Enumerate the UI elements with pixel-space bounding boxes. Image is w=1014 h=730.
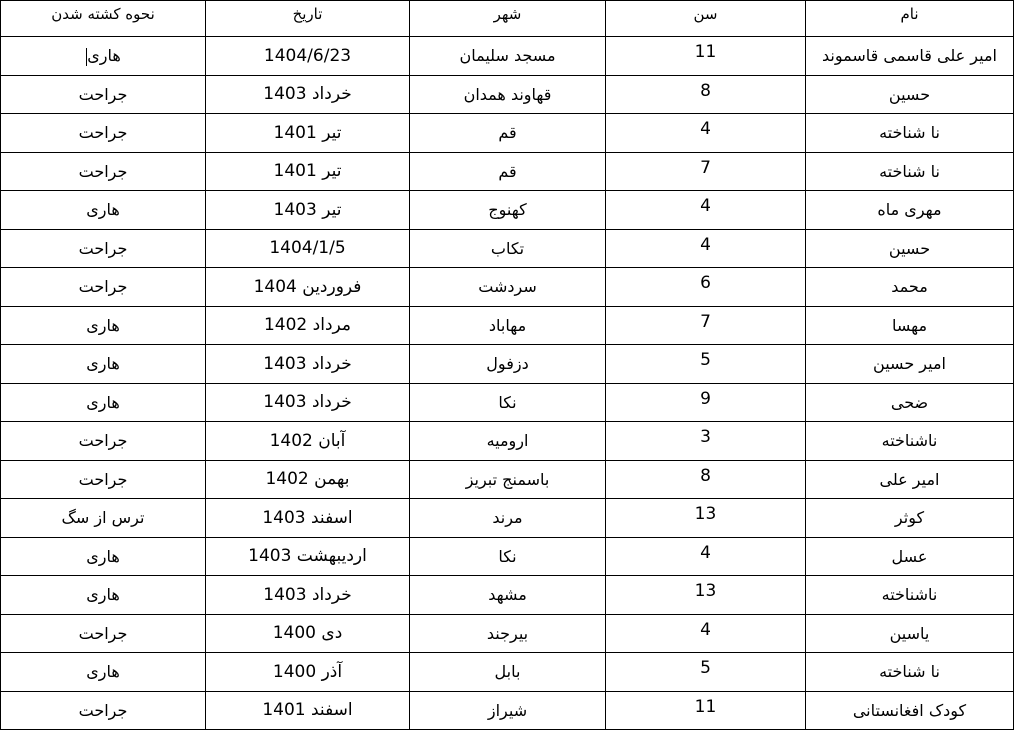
cell-city[interactable]: بیرجند (410, 614, 606, 653)
cell-city[interactable]: ارومیه (410, 422, 606, 461)
table-row (1, 114, 1014, 153)
cell-city[interactable]: قم (410, 114, 606, 153)
cell-date[interactable]: خرداد 1403 (206, 75, 410, 114)
cell-name[interactable]: نا شناخته (806, 653, 1014, 692)
cell-date[interactable]: خرداد 1403 (206, 345, 410, 384)
cell-city[interactable]: تکاب (410, 229, 606, 268)
cell-method-active[interactable] (1, 37, 206, 76)
cell-method[interactable]: جراحت (1, 614, 206, 653)
cell-date[interactable]: آذر 1400 (206, 653, 410, 692)
cell-name[interactable]: یاسین (806, 614, 1014, 653)
cell-name[interactable]: کودک افغانستانی (806, 691, 1014, 730)
cell-name[interactable]: حسین (806, 75, 1014, 114)
cell-date[interactable]: مرداد 1402 (206, 306, 410, 345)
cell-age[interactable]: 8 (606, 75, 806, 114)
table-row (1, 75, 1014, 114)
cell-city[interactable]: مسجد سلیمان (410, 37, 606, 76)
table-row (1, 345, 1014, 384)
cell-name[interactable]: عسل (806, 537, 1014, 576)
cell-method[interactable]: جراحت (1, 268, 206, 307)
cell-date[interactable]: دی 1400 (206, 614, 410, 653)
cell-city[interactable]: مهاباد (410, 306, 606, 345)
cell-date[interactable]: خرداد 1403 (206, 576, 410, 615)
cell-name[interactable]: امیر علی (806, 460, 1014, 499)
table-row (1, 460, 1014, 499)
table-row (1, 499, 1014, 538)
table-row (1, 152, 1014, 191)
cell-method[interactable]: جراحت (1, 422, 206, 461)
cell-city[interactable]: بابل (410, 653, 606, 692)
table-row (1, 691, 1014, 730)
cell-name[interactable]: ناشناخته (806, 422, 1014, 461)
cell-method[interactable]: جراحت (1, 460, 206, 499)
cell-name[interactable]: ضحی (806, 383, 1014, 422)
cell-date[interactable]: اردیبهشت 1403 (206, 537, 410, 576)
cell-method[interactable]: هاری (1, 653, 206, 692)
table-row (1, 422, 1014, 461)
cell-city[interactable]: دزفول (410, 345, 606, 384)
cell-date[interactable]: تیر 1401 (206, 152, 410, 191)
cell-age[interactable]: 11 (606, 37, 806, 76)
table-row (1, 383, 1014, 422)
cell-method[interactable]: هاری (1, 345, 206, 384)
cell-city[interactable]: مرند (410, 499, 606, 538)
cell-date[interactable]: اسفند 1401 (206, 691, 410, 730)
cell-method[interactable]: هاری (1, 191, 206, 230)
cell-date[interactable]: اسفند 1403 (206, 499, 410, 538)
cell-name[interactable]: ناشناخته (806, 576, 1014, 615)
table-row (1, 191, 1014, 230)
table-row (1, 614, 1014, 653)
table-row (1, 229, 1014, 268)
cell-method[interactable]: جراحت (1, 75, 206, 114)
cell-method[interactable]: جراحت (1, 691, 206, 730)
cell-method[interactable]: هاری (1, 306, 206, 345)
table-header-row (1, 1, 1014, 37)
cell-city[interactable]: شیراز (410, 691, 606, 730)
cell-city[interactable]: نکا (410, 383, 606, 422)
cell-date[interactable]: 1404/6/23 (206, 37, 410, 76)
cell-date[interactable]: بهمن 1402 (206, 460, 410, 499)
cell-age[interactable]: 4 (606, 614, 806, 653)
table-row (1, 306, 1014, 345)
cell-method[interactable]: جراحت (1, 114, 206, 153)
cell-name[interactable]: امیر علی قاسمی قاسموند (806, 37, 1014, 76)
cell-age[interactable]: 7 (606, 152, 806, 191)
cell-age[interactable]: 8 (606, 460, 806, 499)
header-method[interactable]: نحوه کشته شدن (1, 1, 206, 37)
cell-city[interactable]: کهنوج (410, 191, 606, 230)
header-name[interactable]: نام (806, 1, 1014, 37)
cell-age[interactable]: 4 (606, 114, 806, 153)
cell-age[interactable]: 5 (606, 345, 806, 384)
table-row (1, 268, 1014, 307)
cell-date[interactable]: 1404/1/5 (206, 229, 410, 268)
cell-city[interactable]: قم (410, 152, 606, 191)
cell-date[interactable]: تیر 1403 (206, 191, 410, 230)
cell-age[interactable]: 9 (606, 383, 806, 422)
table-row (1, 537, 1014, 576)
cell-name[interactable]: مهسا (806, 306, 1014, 345)
cell-date[interactable]: فروردین 1404 (206, 268, 410, 307)
cell-method[interactable]: جراحت (1, 229, 206, 268)
table-row (1, 653, 1014, 692)
cell-name[interactable]: نا شناخته (806, 114, 1014, 153)
cell-city[interactable]: نکا (410, 537, 606, 576)
cell-age[interactable]: 6 (606, 268, 806, 307)
cell-method[interactable]: جراحت (1, 152, 206, 191)
cell-age[interactable]: 3 (606, 422, 806, 461)
cell-age[interactable]: 4 (606, 229, 806, 268)
table-row (1, 576, 1014, 615)
cell-name[interactable]: مهری ماه (806, 191, 1014, 230)
cell-city[interactable]: مشهد (410, 576, 606, 615)
cell-date[interactable]: تیر 1401 (206, 114, 410, 153)
table-row (1, 37, 1014, 76)
cell-age[interactable]: 13 (606, 576, 806, 615)
cell-age[interactable]: 4 (606, 191, 806, 230)
cell-name[interactable]: کوثر (806, 499, 1014, 538)
cell-method[interactable]: ترس از سگ (1, 499, 206, 538)
cell-name[interactable]: نا شناخته (806, 152, 1014, 191)
cell-name[interactable]: حسین (806, 229, 1014, 268)
header-age[interactable]: سن (606, 1, 806, 37)
cell-name[interactable]: امیر حسین (806, 345, 1014, 384)
cell-age[interactable]: 7 (606, 306, 806, 345)
header-city[interactable]: شهر (410, 1, 606, 37)
cell-name[interactable]: محمد (806, 268, 1014, 307)
cell-method[interactable]: هاری (1, 576, 206, 615)
cell-city[interactable]: سردشت (410, 268, 606, 307)
header-date[interactable]: تاریخ (206, 1, 410, 37)
cell-city[interactable]: باسمنج تبریز (410, 460, 606, 499)
cell-age[interactable]: 5 (606, 653, 806, 692)
cell-age[interactable]: 13 (606, 499, 806, 538)
cell-city[interactable]: قهاوند همدان (410, 75, 606, 114)
cell-date[interactable]: آبان 1402 (206, 422, 410, 461)
cell-age[interactable]: 4 (606, 537, 806, 576)
cell-age[interactable]: 11 (606, 691, 806, 730)
cell-method[interactable]: هاری (1, 383, 206, 422)
cell-date[interactable]: خرداد 1403 (206, 383, 410, 422)
cell-method-text: هاری (87, 46, 121, 65)
cell-method[interactable]: هاری (1, 537, 206, 576)
